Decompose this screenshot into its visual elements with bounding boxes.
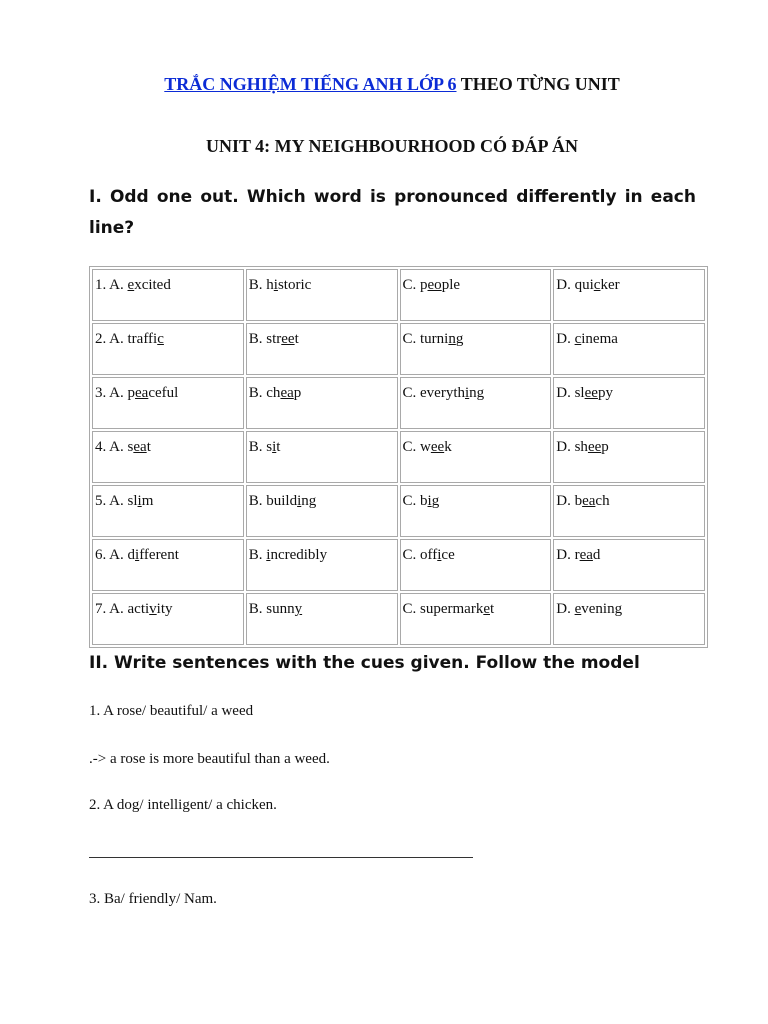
word-part: s xyxy=(266,439,273,455)
exercise-line-3: 3. Ba/ friendly/ Nam. xyxy=(89,891,217,907)
word-part: ity xyxy=(156,601,173,617)
underlined-sound: c xyxy=(574,331,582,347)
word-part: traffi xyxy=(127,331,158,347)
word-part: acti xyxy=(127,601,150,617)
word-part: ceful xyxy=(148,385,179,401)
exercise-line-2: 2. A dog/ intelligent/ a chicken. xyxy=(89,797,277,813)
underlined-sound: ea xyxy=(135,385,149,401)
option-label: B. xyxy=(248,331,267,347)
word-part: xcited xyxy=(134,277,171,293)
table-cell xyxy=(92,323,244,375)
exercise-line-1: 1. A rose/ beautiful/ a weed xyxy=(89,703,254,719)
word-part: sl xyxy=(574,385,585,401)
option-label: B. xyxy=(248,493,267,509)
word-part: p xyxy=(601,439,609,455)
underlined-sound: i xyxy=(135,547,140,563)
table-cell xyxy=(553,539,705,591)
option-label: C. xyxy=(402,493,421,509)
word-part: ncredibly xyxy=(270,547,328,563)
underlined-sound: ee xyxy=(587,439,602,455)
table-cell xyxy=(92,269,244,321)
option-label: D. xyxy=(556,385,575,401)
word-part: b xyxy=(420,493,428,509)
table-cell xyxy=(92,485,244,537)
word-part: ch xyxy=(595,493,610,509)
table-cell xyxy=(92,431,244,483)
underlined-sound: e xyxy=(574,601,582,617)
underlined-sound: e xyxy=(127,277,135,293)
word-part: ch xyxy=(266,385,281,401)
word-part: py xyxy=(597,385,613,401)
option-label: D. xyxy=(556,439,575,455)
word-part: w xyxy=(420,439,431,455)
word-part: h xyxy=(266,277,274,293)
underlined-sound: i xyxy=(427,493,432,509)
title-rest: THEO TỪNG UNIT xyxy=(460,74,620,94)
underlined-sound: i xyxy=(273,277,278,293)
word-part: inema xyxy=(581,331,618,347)
section-1-heading: I. Odd one out. Which word is pronounced differently in each line? xyxy=(89,187,696,238)
word-part: qui xyxy=(574,277,594,293)
odd-one-out-table xyxy=(89,266,708,648)
word-part: ce xyxy=(441,547,455,563)
table-cell xyxy=(400,431,552,483)
word-part: storic xyxy=(277,277,312,293)
option-label: C. xyxy=(402,439,421,455)
table-cell xyxy=(246,377,398,429)
word-part: d xyxy=(127,547,136,563)
section-2-heading: II. Write sentences with the cues given. Follow the model xyxy=(89,653,640,673)
table-cell xyxy=(553,377,705,429)
table-cell xyxy=(553,323,705,375)
word-part: turni xyxy=(420,331,449,347)
option-label: D. xyxy=(556,601,575,617)
word-part: fferent xyxy=(139,547,179,563)
option-label: 1. A. xyxy=(95,277,128,293)
table-cell xyxy=(246,269,398,321)
answer-blank-line xyxy=(89,857,473,858)
underlined-sound: ee xyxy=(584,385,598,401)
word-part: t xyxy=(294,331,299,347)
model-answer: .-> a rose is more beautiful than a weed. xyxy=(89,751,330,767)
underlined-sound: eo xyxy=(427,277,442,293)
underlined-sound: i xyxy=(266,547,271,563)
underlined-sound: ee xyxy=(281,331,295,347)
word-part: b xyxy=(574,493,583,509)
underlined-sound: ee xyxy=(430,439,445,455)
word-part: off xyxy=(420,547,438,563)
word-part: ng xyxy=(301,493,317,509)
word-part: m xyxy=(141,493,154,509)
option-label: D. xyxy=(556,331,575,347)
table-cell xyxy=(553,431,705,483)
underlined-sound: i xyxy=(137,493,142,509)
page-title xyxy=(0,74,768,95)
table-cell xyxy=(246,431,398,483)
table-row xyxy=(92,431,705,483)
option-label: B. xyxy=(248,385,267,401)
table-cell xyxy=(246,485,398,537)
table-row xyxy=(92,593,705,645)
word-part: t xyxy=(276,439,281,455)
word-part: p xyxy=(127,385,136,401)
underlined-sound: c xyxy=(593,277,601,293)
table-cell xyxy=(246,539,398,591)
option-label: D. xyxy=(556,277,575,293)
word-part: vening xyxy=(581,601,623,617)
underlined-sound: n xyxy=(448,331,456,347)
option-label: 7. A. xyxy=(95,601,128,617)
table-row xyxy=(92,377,705,429)
table-cell xyxy=(553,593,705,645)
word-part: everyth xyxy=(420,385,465,401)
word-part: t xyxy=(146,439,151,455)
underlined-sound: v xyxy=(149,601,157,617)
word-part: build xyxy=(266,493,298,509)
table-row xyxy=(92,539,705,591)
table-cell xyxy=(553,485,705,537)
word-part: supermark xyxy=(420,601,484,617)
table-cell xyxy=(400,377,552,429)
table-row xyxy=(92,269,705,321)
word-part: ker xyxy=(600,277,620,293)
word-part: p xyxy=(293,385,302,401)
word-part: ng xyxy=(469,385,485,401)
word-part: g xyxy=(455,331,464,347)
table-cell xyxy=(246,593,398,645)
word-part: g xyxy=(431,493,440,509)
option-label: 4. A. xyxy=(95,439,128,455)
underlined-sound: i xyxy=(272,439,277,455)
underlined-sound: ea xyxy=(582,493,596,509)
option-label: B. xyxy=(248,601,267,617)
underlined-sound: y xyxy=(294,601,303,617)
title-link[interactable]: TRẮC NGHIỆM TIẾNG ANH LỚP 6 xyxy=(164,74,457,94)
option-label: C. xyxy=(402,385,421,401)
underlined-sound: i xyxy=(437,547,442,563)
underlined-sound: i xyxy=(297,493,302,509)
table-cell xyxy=(400,323,552,375)
unit-subtitle: UNIT 4: MY NEIGHBOURHOOD CÓ ĐÁP ÁN xyxy=(205,136,578,156)
table-cell xyxy=(92,377,244,429)
option-label: D. xyxy=(556,493,575,509)
table-cell xyxy=(92,539,244,591)
underlined-sound: i xyxy=(465,385,470,401)
option-label: C. xyxy=(402,277,421,293)
option-label: 5. A. xyxy=(95,493,128,509)
table-cell xyxy=(400,485,552,537)
table-cell xyxy=(553,269,705,321)
option-label: D. xyxy=(556,547,575,563)
word-part: sunn xyxy=(266,601,295,617)
table-cell xyxy=(92,593,244,645)
option-label: B. xyxy=(248,439,267,455)
word-part: ple xyxy=(441,277,461,293)
option-label: C. xyxy=(402,547,421,563)
word-part: sh xyxy=(574,439,588,455)
underlined-sound: ea xyxy=(133,439,147,455)
underlined-sound: c xyxy=(157,331,164,347)
word-part: s xyxy=(127,439,134,455)
word-part: str xyxy=(266,331,282,347)
table-cell xyxy=(246,323,398,375)
word-part: k xyxy=(444,439,452,455)
word-part: p xyxy=(420,277,428,293)
table-row xyxy=(92,485,705,537)
option-label: 2. A. xyxy=(95,331,128,347)
option-label: 6. A. xyxy=(95,547,128,563)
word-part: sl xyxy=(127,493,138,509)
underlined-sound: e xyxy=(483,601,490,617)
word-part: t xyxy=(490,601,495,617)
table-cell xyxy=(400,539,552,591)
underlined-sound: ea xyxy=(280,385,294,401)
option-label: 3. A. xyxy=(95,385,128,401)
option-label: B. xyxy=(248,547,267,563)
word-part: r xyxy=(574,547,580,563)
table-row xyxy=(92,323,705,375)
table-cell xyxy=(400,269,552,321)
table-cell xyxy=(400,593,552,645)
underlined-sound: ea xyxy=(579,547,593,563)
option-label: C. xyxy=(402,601,421,617)
option-label: B. xyxy=(248,277,267,293)
option-label: C. xyxy=(402,331,421,347)
word-part: d xyxy=(592,547,601,563)
